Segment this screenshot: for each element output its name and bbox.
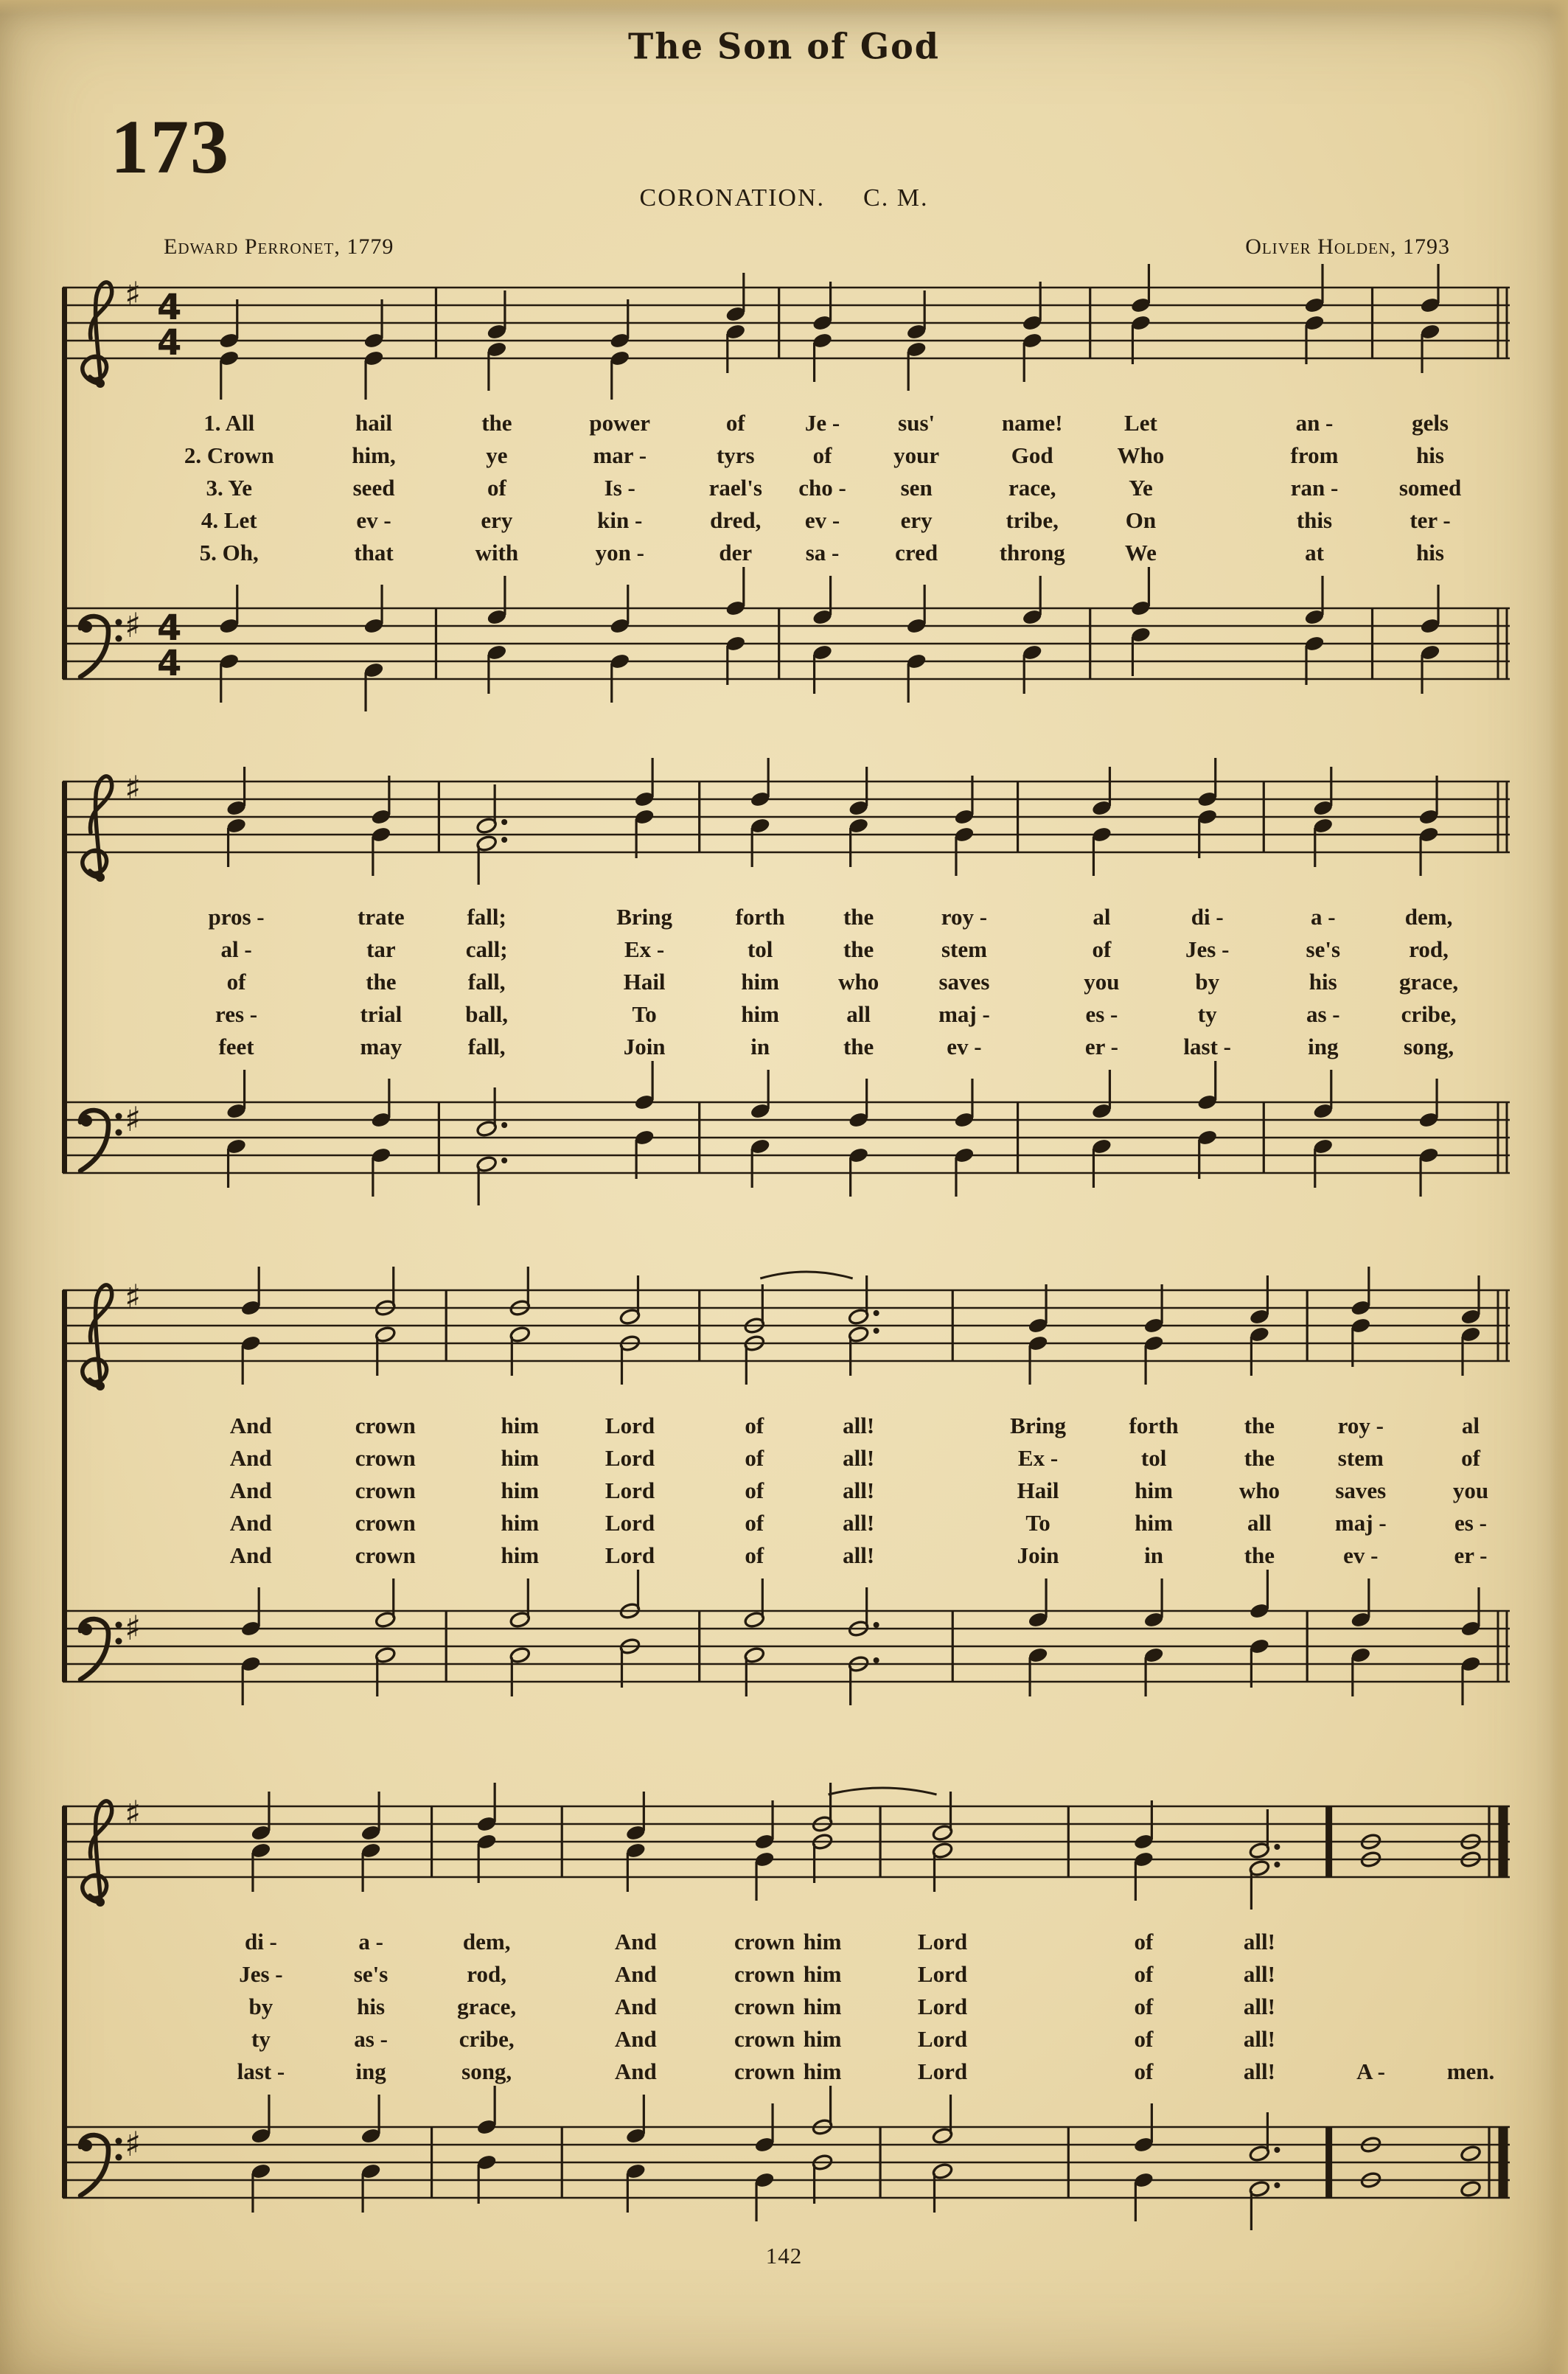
svg-text:♯: ♯ <box>125 2124 142 2164</box>
lyric-token: ing <box>1308 1034 1339 1059</box>
lyric-token: trate <box>358 904 405 930</box>
lyric-token: tol <box>1140 1445 1167 1471</box>
lyric-token: song, <box>461 2058 512 2084</box>
lyric-token: Jes - <box>239 1961 283 1987</box>
lyric-line-4 <box>63 2023 1510 2056</box>
svg-text:♯: ♯ <box>125 768 142 808</box>
lyric-token: Let <box>1124 410 1157 436</box>
lyric-token: of <box>745 1445 764 1471</box>
lyric-token: all! <box>1243 1994 1275 2019</box>
lyric-token: of <box>1461 1445 1480 1471</box>
lyrics-block <box>63 901 1510 1065</box>
svg-text:♯: ♯ <box>125 1277 142 1317</box>
lyric-token: of <box>226 969 246 995</box>
section-header: The Son of God <box>628 25 940 68</box>
lyric-token: rod, <box>467 1961 507 1987</box>
lyric-token: res - <box>215 1001 258 1027</box>
lyric-line-4 <box>63 998 1510 1031</box>
lyric-line-3 <box>63 472 1510 504</box>
lyric-token: se's <box>353 1961 388 1987</box>
lyric-token: sen <box>900 475 933 501</box>
lyric-token: of <box>745 1413 764 1438</box>
tune-title-line <box>0 184 1568 212</box>
lyric-token: his <box>1416 540 1444 565</box>
lyric-token: cho - <box>798 475 846 501</box>
lyric-token: yon - <box>595 540 644 565</box>
lyric-token: Bring <box>616 904 673 930</box>
lyric-token: all! <box>1243 1961 1275 1987</box>
lyric-token: of <box>1134 1961 1154 1987</box>
lyric-token: ev - <box>804 507 840 533</box>
lyric-token: Lord <box>604 1445 655 1471</box>
lyric-token: Join <box>1017 1542 1059 1568</box>
lyric-token: last - <box>1183 1034 1232 1059</box>
lyric-token: who <box>838 969 879 995</box>
lyric-token: him <box>803 1929 842 1954</box>
lyric-token: ter - <box>1410 507 1451 533</box>
lyric-token: fall; <box>467 904 506 930</box>
lyric-line-2 <box>63 1442 1510 1475</box>
system-4 <box>63 1780 1510 2230</box>
lyric-token: And <box>229 1477 272 1503</box>
bass-staff-wrap <box>63 2101 1510 2230</box>
lyric-token: song, <box>1404 1034 1454 1059</box>
lyric-token: tribe, <box>1006 507 1059 533</box>
lyric-token: ty <box>1197 1001 1217 1027</box>
lyric-line-2 <box>63 933 1510 966</box>
bass-staff <box>63 1076 1510 1205</box>
lyric-token: all <box>1247 1510 1272 1536</box>
system-3 <box>63 1264 1510 1714</box>
lyric-token: crown <box>734 1929 795 1954</box>
lyric-token: To <box>1025 1510 1050 1536</box>
svg-text:♯: ♯ <box>125 1608 142 1648</box>
lyric-token: er - <box>1084 1034 1118 1059</box>
bass-staff-wrap <box>63 1076 1510 1205</box>
svg-text:4: 4 <box>157 643 182 684</box>
lyric-token: ran - <box>1290 475 1339 501</box>
lyric-line-4 <box>63 504 1510 537</box>
lyric-token: crown <box>734 2026 795 2052</box>
lyric-token: Ye <box>1129 475 1153 501</box>
lyric-token: Lord <box>917 1961 968 1987</box>
lyric-token: Lord <box>917 2026 968 2052</box>
lyric-token: ery <box>900 507 933 533</box>
lyric-token: rael's <box>708 475 762 501</box>
svg-text:♯: ♯ <box>125 605 142 645</box>
lyrics-block <box>63 1926 1510 2089</box>
lyric-token: all! <box>1243 2026 1275 2052</box>
lyric-token: all! <box>843 1413 875 1438</box>
lyric-token: all! <box>843 1542 875 1568</box>
system-1 <box>63 262 1510 711</box>
lyric-token: ball, <box>465 1001 509 1027</box>
lyric-token: all <box>846 1001 871 1027</box>
lyric-token: the <box>366 969 397 995</box>
lyric-token: ev - <box>1343 1542 1379 1568</box>
lyric-token: him <box>501 1542 540 1568</box>
lyric-line-5 <box>63 537 1510 569</box>
lyric-token: di - <box>1191 904 1224 930</box>
bass-staff-wrap <box>63 1585 1510 1714</box>
lyric-token: him <box>1135 1477 1173 1503</box>
lyric-token: And <box>229 1413 272 1438</box>
lyric-token: with <box>475 540 519 565</box>
lyric-token: crown <box>355 1477 416 1503</box>
lyric-token: fall, <box>467 1034 506 1059</box>
lyric-token: of <box>745 1542 764 1568</box>
lyric-token: Jes - <box>1185 936 1230 962</box>
lyric-token: his <box>1309 969 1337 995</box>
lyric-token: ev - <box>947 1034 982 1059</box>
bass-staff-wrap <box>63 582 1510 711</box>
lyric-token: er - <box>1454 1542 1488 1568</box>
lyric-token: 1. All <box>203 410 255 436</box>
lyric-token: him <box>741 969 779 995</box>
svg-text:♯: ♯ <box>125 1099 142 1139</box>
page-right-shadow <box>1549 0 1568 2374</box>
lyric-token: in <box>1144 1542 1164 1568</box>
lyric-token: Who <box>1117 442 1165 468</box>
lyric-token: forth <box>1129 1413 1179 1438</box>
lyric-token: crown <box>734 2058 795 2084</box>
lyric-token: who <box>1238 1477 1280 1503</box>
lyric-token: es - <box>1085 1001 1118 1027</box>
lyric-token: name! <box>1001 410 1063 436</box>
page-number: 142 <box>765 2243 803 2269</box>
lyric-token: call; <box>465 936 508 962</box>
svg-text:♯: ♯ <box>125 274 142 314</box>
lyric-token: God <box>1011 442 1053 468</box>
lyric-token: of <box>745 1510 764 1536</box>
lyric-token: 2. Crown <box>184 442 274 468</box>
svg-text:4: 4 <box>157 287 182 328</box>
lyric-token: him <box>1135 1510 1173 1536</box>
lyric-token: roy - <box>941 904 988 930</box>
lyric-token: hail <box>355 410 393 436</box>
lyric-token: 4. Let <box>201 507 257 533</box>
tune-meter: C. M. <box>863 184 929 212</box>
lyric-token: rod, <box>1409 936 1449 962</box>
lyric-token: last - <box>237 2058 285 2084</box>
lyric-token: you <box>1452 1477 1489 1503</box>
lyric-line-5 <box>63 2056 1510 2088</box>
lyric-token: ev - <box>356 507 391 533</box>
lyric-token: of <box>1134 2026 1154 2052</box>
lyric-token: dem, <box>462 1929 511 1954</box>
lyric-token: saves <box>938 969 990 995</box>
lyric-token: all! <box>1243 2058 1275 2084</box>
lyric-token: Is - <box>604 475 635 501</box>
page-top-shadow <box>0 0 1568 15</box>
lyric-token: the <box>843 1034 874 1059</box>
lyric-token: him <box>803 2026 842 2052</box>
lyric-token: sus' <box>898 410 935 436</box>
lyric-token: Ex - <box>1017 1445 1059 1471</box>
lyric-token: cred <box>895 540 938 565</box>
lyric-token: To <box>632 1001 657 1027</box>
treble-staff <box>63 1780 1510 1910</box>
lyric-token: trial <box>360 1001 403 1027</box>
lyric-token: him <box>501 1510 540 1536</box>
lyric-token: al <box>1093 904 1111 930</box>
lyric-token: Hail <box>623 969 666 995</box>
lyric-token: at <box>1305 540 1324 565</box>
lyric-token: dred, <box>710 507 762 533</box>
lyric-token: di - <box>244 1929 277 1954</box>
lyric-token: On <box>1125 507 1157 533</box>
lyric-token: And <box>229 1542 272 1568</box>
lyric-token: And <box>229 1510 272 1536</box>
lyric-token: And <box>614 2058 657 2084</box>
lyric-token: fall, <box>467 969 506 995</box>
lyric-token: all! <box>1243 1929 1275 1954</box>
lyric-token: cribe, <box>1401 1001 1457 1027</box>
lyric-token: maj - <box>1334 1510 1387 1536</box>
lyric-token: you <box>1084 969 1120 995</box>
lyric-token: And <box>614 1961 657 1987</box>
lyric-token: ing <box>355 2058 386 2084</box>
treble-staff <box>63 1264 1510 1393</box>
lyric-token: the <box>843 936 874 962</box>
lyric-token: of <box>487 475 506 501</box>
lyric-token: kin - <box>597 507 643 533</box>
lyric-token: And <box>229 1445 272 1471</box>
lyric-token: Lord <box>917 1929 968 1954</box>
lyric-token: forth <box>735 904 785 930</box>
tune-title: CORONATION. <box>639 184 826 212</box>
lyric-token: cribe, <box>459 2026 515 2052</box>
lyric-token: Lord <box>917 2058 968 2084</box>
lyric-token: throng <box>999 540 1065 565</box>
lyric-token: a - <box>1310 904 1336 930</box>
lyric-token: And <box>614 2026 657 2052</box>
lyric-token: in <box>750 1034 770 1059</box>
lyric-token: of <box>812 442 832 468</box>
lyric-token: this <box>1296 507 1333 533</box>
lyric-token: may <box>360 1034 403 1059</box>
lyrics-block <box>63 1410 1510 1573</box>
lyric-token: him <box>501 1413 540 1438</box>
lyric-token: by <box>248 1994 273 2019</box>
lyric-line-1 <box>63 1926 1510 1958</box>
lyric-token: him <box>741 1001 779 1027</box>
lyric-token: mar - <box>593 442 647 468</box>
lyric-token: Lord <box>604 1477 655 1503</box>
lyric-token: of <box>1092 936 1112 962</box>
lyric-token: ty <box>251 2026 271 2052</box>
lyric-token: all! <box>843 1445 875 1471</box>
lyric-token: ery <box>481 507 513 533</box>
lyric-token: him, <box>352 442 396 468</box>
lyric-token: from <box>1290 442 1339 468</box>
lyric-token: Lord <box>604 1510 655 1536</box>
lyric-token: pros - <box>208 904 265 930</box>
lyric-token: by <box>1195 969 1220 995</box>
lyric-token: the <box>1244 1542 1275 1568</box>
lyric-token: Lord <box>604 1542 655 1568</box>
lyric-token: Hail <box>1017 1477 1059 1503</box>
lyric-token: somed <box>1398 475 1462 501</box>
lyric-token: Ex - <box>624 936 665 962</box>
lyric-token: maj - <box>938 1001 990 1027</box>
svg-text:♯: ♯ <box>125 1793 142 1833</box>
lyric-token: roy - <box>1337 1413 1384 1438</box>
lyric-token: Join <box>623 1034 666 1059</box>
lyric-token: al - <box>220 936 252 962</box>
lyric-token: stem <box>941 936 987 962</box>
bass-staff <box>63 2101 1510 2230</box>
lyric-token: Lord <box>917 1994 968 2019</box>
lyric-line-5 <box>63 1031 1510 1063</box>
hymn-number: 173 <box>111 105 230 189</box>
lyric-token: of <box>1134 1929 1154 1954</box>
svg-text:4: 4 <box>157 322 182 363</box>
lyric-token: tyrs <box>716 442 755 468</box>
lyric-token: der <box>719 540 753 565</box>
lyric-token: feet <box>218 1034 254 1059</box>
lyric-token: se's <box>1306 936 1341 962</box>
lyric-token: dem, <box>1404 904 1453 930</box>
lyric-token: that <box>354 540 394 565</box>
lyric-token: men. <box>1446 2058 1495 2084</box>
lyric-line-1 <box>63 901 1510 933</box>
lyric-token: al <box>1461 1413 1480 1438</box>
lyric-token: his <box>357 1994 386 2019</box>
lyric-line-1 <box>63 407 1510 439</box>
lyric-token: crown <box>355 1542 416 1568</box>
lyric-token: the <box>1244 1445 1275 1471</box>
lyric-token: the <box>843 904 874 930</box>
lyric-token: 3. Ye <box>206 475 253 501</box>
lyric-token: crown <box>734 1994 795 2019</box>
lyric-token: him <box>501 1477 540 1503</box>
lyric-token: Je - <box>804 410 840 436</box>
lyric-token: We <box>1124 540 1157 565</box>
lyric-token: his <box>1416 442 1444 468</box>
treble-staff <box>63 262 1510 391</box>
system-2 <box>63 756 1510 1205</box>
lyric-token: power <box>589 410 651 436</box>
author-credit: Edward Perronet, 1779 <box>164 234 394 259</box>
lyric-token: all! <box>843 1510 875 1536</box>
lyric-token: of <box>725 410 745 436</box>
lyric-token: crown <box>734 1961 795 1987</box>
lyric-line-3 <box>63 1991 1510 2023</box>
lyric-token: grace, <box>457 1994 517 2019</box>
lyric-token: of <box>1134 1994 1154 2019</box>
lyric-token: the <box>1244 1413 1275 1438</box>
lyric-token: crown <box>355 1445 416 1471</box>
lyric-token: grace, <box>1399 969 1459 995</box>
lyric-line-3 <box>63 1475 1510 1507</box>
lyric-token: crown <box>355 1510 416 1536</box>
lyric-line-2 <box>63 1958 1510 1991</box>
lyric-token: seed <box>352 475 395 501</box>
lyric-token: Bring <box>1010 1413 1066 1438</box>
lyric-token: And <box>614 1929 657 1954</box>
composer-credit: Oliver Holden, 1793 <box>1245 234 1450 259</box>
lyric-token: And <box>614 1994 657 2019</box>
lyric-token: of <box>1134 2058 1154 2084</box>
treble-staff <box>63 756 1510 885</box>
lyric-token: him <box>501 1445 540 1471</box>
lyric-token: race, <box>1008 475 1056 501</box>
svg-text:4: 4 <box>157 608 182 649</box>
lyric-token: sa - <box>805 540 840 565</box>
lyric-token: as - <box>1306 1001 1340 1027</box>
lyric-token: a - <box>358 1929 383 1954</box>
bass-staff <box>63 582 1510 711</box>
lyric-token: as - <box>354 2026 388 2052</box>
lyric-token: es - <box>1454 1510 1487 1536</box>
lyric-token: tol <box>747 936 773 962</box>
lyric-line-3 <box>63 966 1510 998</box>
lyric-line-5 <box>63 1539 1510 1572</box>
lyrics-block <box>63 407 1510 571</box>
bass-staff <box>63 1585 1510 1714</box>
lyric-token: him <box>803 1961 842 1987</box>
lyric-line-2 <box>63 439 1510 472</box>
lyric-token: him <box>803 2058 842 2084</box>
lyric-token: 5. Oh, <box>199 540 259 565</box>
lyric-token: ye <box>486 442 508 468</box>
lyric-line-1 <box>63 1410 1510 1442</box>
lyric-token: your <box>893 442 940 468</box>
lyric-token: Lord <box>604 1413 655 1438</box>
lyric-token: all! <box>843 1477 875 1503</box>
lyric-token: A - <box>1356 2058 1385 2084</box>
lyric-line-4 <box>63 1507 1510 1539</box>
lyric-token: saves <box>1335 1477 1387 1503</box>
lyric-token: the <box>481 410 512 436</box>
lyric-token: an - <box>1295 410 1334 436</box>
lyric-token: tar <box>366 936 396 962</box>
lyric-token: crown <box>355 1413 416 1438</box>
lyric-token: stem <box>1337 1445 1384 1471</box>
lyric-token: of <box>745 1477 764 1503</box>
lyric-token: him <box>803 1994 842 2019</box>
lyric-token: gels <box>1412 410 1449 436</box>
